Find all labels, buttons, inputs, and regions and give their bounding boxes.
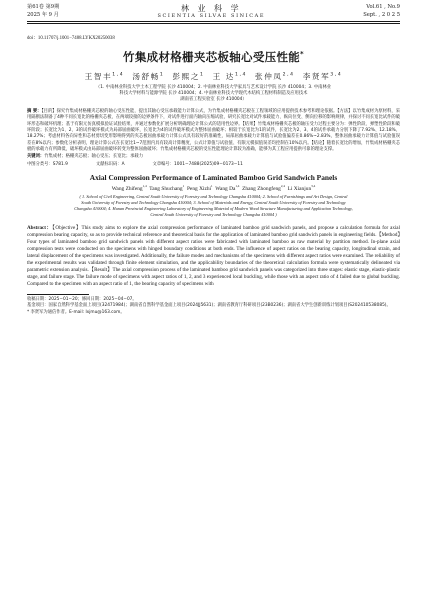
title-cn-text: 竹集成材格栅夹芯板轴心受压性能 — [123, 50, 301, 64]
authors-cn — [27, 71, 400, 82]
volume-issue-en: Vol.61 , No.9 — [366, 4, 400, 10]
author-cn: 彭熙之$^1$ — [172, 72, 205, 81]
authors-en — [27, 186, 400, 192]
footnote-corresponding: * 李贤军为通信作者。E-mail: lxjmu@163.com。 — [27, 309, 125, 315]
author-cn: 张仲凤$^{2,4}$ — [255, 72, 295, 81]
header-rule-thin — [27, 23, 400, 24]
author-cn: 王 达$^{1,4}$ — [212, 72, 248, 81]
affiliation-line: ( 1. School of Civil Engineering, Central South University of Forestry and Technology Changsha 410004; 2. School of Furnishings and Art Design, Central — [79, 194, 348, 200]
document-code: 文献标识码：A — [95, 162, 125, 168]
author-en: Wang Da$^{1,4}$ — [215, 184, 240, 193]
affiliation-line: （1. 中南林业科技大学土木工程学院 长沙 410004；2. 中南林业科技大学家具与艺术设计学院 长沙 410004；3. 中南林业 — [95, 85, 332, 90]
author-en: Wang Zhifeng$^{1,4}$ — [111, 184, 147, 193]
title-cn — [27, 49, 400, 65]
affiliation-line: Changsha 410004; 4. Hunan Provincial Engineering Laboratory of Engineering Material of Modern Wood Structure Manufacturing and Application Technology, — [74, 206, 353, 212]
abstract-en-label: Abstract： — [27, 224, 53, 231]
footnote-funding: 基金项目：国家自然科学基金面上项目(32471984)；湖南省自然科学基金面上项目(2024JJ5631)；湖南省教育厅科研项目(23B0236)；湖南省大学生创新训练计划项目(S202410538085)。 — [27, 303, 391, 309]
date-cn: 2025 年 9 月 — [27, 11, 59, 18]
running-header — [27, 4, 400, 20]
affiliation-line: 科技大学材料与能源学院 长沙 410004；4. 中南林业科技大学现代木结构工程材料制造及应用技术 — [119, 91, 308, 97]
affiliation-line: South University of Forestry and Technology Changsha 410004; 3. School of Materials and Energy, Central South University of Forestry and Technology — [81, 200, 346, 206]
keywords-cn-label: 关键词： — [27, 153, 45, 159]
article-number: 文章编号：1001−7488(2025)09−0173−11 — [152, 162, 243, 168]
affiliation-line: Central South University of Forestry and Technology Changsha 410004 ) — [150, 212, 277, 218]
footnote-rule — [27, 294, 89, 295]
header-left — [27, 4, 59, 19]
date-en: Sept. , 2 0 2 5 — [363, 11, 400, 18]
affiliations-cn — [27, 85, 400, 104]
footnotes — [27, 297, 400, 316]
abstract-en-text: 【Objective】This study aims to explore the axial compression performance of laminated bamboo grid sandwich panels, and propose a calculation formula for axial compression bearing capacity, so as to provide technical reference and theoretical basis for the application of laminated bamboo grid sandwich panels in engineering fields.【Method】Four types of laminated bamboo grid sandwich panels with different aspect ratios were fabricated with laminated bamboo as raw material by partition method. In-plane axial compression tests were conducted on the specimens with hinged boundary conditions at both ends. The influence of aspect ratios on the bearing capacity, longitudinal strain, and lateral displacement of the specimens was investigated. Additionally, the failure modes and mechanisms of the specimens with different aspect ratios were examined. The reliability of the experimental results was validated through finite element simulation, and the applicability boundaries of the theoretical calculation formula were systematically delineated via parametric extension analysis.【Result】The axial compression process of the laminated bamboo grid sandwich panels was categorized into three stages: elastic stage, elastic-plastic stage, and failure stage. The failure mode of specimens with aspect ratios of 1, 2, and 3 experienced local buckling, while those with an aspect ratio of 4 failed due to global buckling. Compared to the specimen with an aspect ratio of 1, the bearing capacity of specimens with — [27, 224, 400, 287]
author-en: Li Xianjun$^{3,4}$ — [287, 184, 316, 193]
author-cn: 汤舒畅$^1$ — [132, 72, 165, 81]
header-rule — [27, 21, 400, 22]
title-en: Axial Compression Performance of Laminated Bamboo Grid Sandwich Panels — [89, 173, 338, 183]
affiliation-line: 湖南省工程实验室 长沙 410004） — [180, 97, 247, 103]
affiliations-en — [27, 194, 400, 218]
author-en: Peng Xizhi$^1$ — [186, 184, 213, 193]
author-en: Tang Shuchang$^1$ — [149, 184, 185, 193]
keywords-cn-text: 竹集成材；格栅夹芯板；轴心受压；长宽比；承载力 — [44, 153, 144, 159]
clc-number: 中图分类号：S781.9 — [27, 162, 68, 168]
author-cn: 王智丰$^{1,4}$ — [84, 72, 125, 81]
abstract-cn-text: 【目的】探究竹集成材格栅夹芯板的轴心受压性能，提出其轴心受压承载能力计算公式，为竹集成材格栅夹芯板在工程领域的应用提供技术参考和理论依据。【方法】以竹集成材为原材料，采用隔断法制备了4种不同长宽比的格栅夹芯板，在两端铰接的边界条件下，对试件进行面内轴向压缩试验，研究长宽比对试件承载能力、纵向位变、侧向位移的影响规律，并探讨不同长宽比试件的破坏形态和破坏机理；基于有限元仿真模拟验证试验结果，并通过参数化扩展分析明确理论计算公式的适用性边界。【结果】竹集成材格栅夹芯板的轴压受力过程主要分为：弹性阶段、弹塑性阶段和破坏阶段；长宽比为1、2、3的试件破坏模式为局部屈曲破坏，长宽比为4的试件破坏模式为整体屈曲破坏；相较于长宽比为1的试件，长宽比为2、3、4的试件承载力分别下降了7.92%、12.18%、18.27%；考虑材料各向异性和芯材剪切变形影响得到的夹芯板屈曲承载力计算公式具有较好的准确性，局部屈曲承载力计算值与试验值偏差在0.86%~2.83%，整体屈曲承载力计算值与试验值误差在8%以内；参数化分析表明，理论计算公式在长宽比1~7范围内具有较高计算精度，公式计算值与试验值、有限元模拟值误差均控制在10%以内。【结论】随着长宽比的增加，竹集成材格栅夹芯板的承载力有所降低，破坏模式由局部屈曲破坏转变为整体屈曲破坏；竹集成材格栅夹芯板的受压性能理论计算较为准确，能够为其工程应用提供可靠的理论支撑。 — [27, 108, 400, 153]
keywords-cn — [27, 154, 400, 160]
header-right — [363, 4, 400, 19]
header-center — [157, 4, 265, 20]
title-cn-footnote-mark: * — [300, 50, 304, 59]
footnote-received: 收稿日期：2025−01−20；修回日期：2025−04−07。 — [27, 296, 137, 302]
abstract-en — [27, 225, 400, 288]
journal-name-en: SCIENTIA SILVAE SINICAE — [157, 13, 266, 19]
journal-name-cn: 林 业 科 学 — [180, 4, 242, 13]
author-cn: 李贤军$^{3,4}$ — [302, 72, 343, 81]
abstract-cn — [27, 109, 400, 154]
abstract-cn-label: 摘 要： — [27, 108, 42, 114]
doi: doi：10.11707/j.1001−7488.LYKX20250038 — [27, 36, 115, 41]
volume-issue-cn: 第61卷 第9期 — [27, 4, 60, 10]
author-en: Zhang Zhongfeng$^{2,4}$ — [242, 184, 285, 193]
classification-line — [27, 161, 400, 167]
